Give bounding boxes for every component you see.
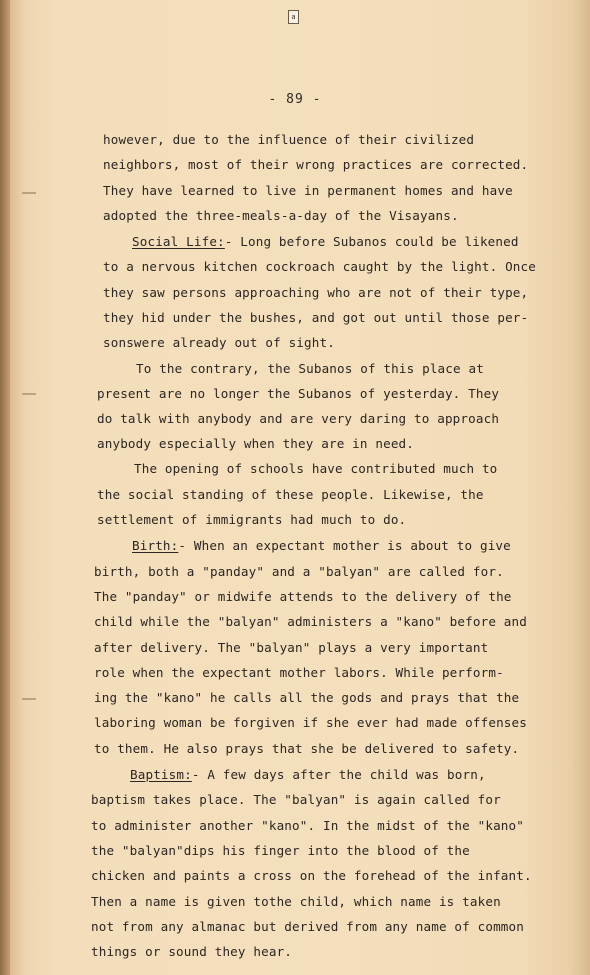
margin-mark <box>22 192 36 194</box>
text-line: child while the "balyan" administers a "kano" before and <box>94 614 527 629</box>
text-line: chicken and paints a cross on the forehead of the infant. <box>91 868 532 883</box>
text-line: sonswere already out of sight. <box>103 335 335 350</box>
social-life-line: Social Life:- Long before Subanos could be likened <box>132 234 519 249</box>
margin-mark <box>22 393 36 395</box>
baptism-line: Baptism:- A few days after the child was born, <box>130 767 486 782</box>
text-line: present are no longer the Subanos of yesterday. They <box>97 386 500 401</box>
section-heading-baptism: Baptism: <box>130 767 192 782</box>
text-line: laboring woman be forgiven if she ever had made offenses <box>94 715 527 730</box>
page-number: - 89 - <box>268 92 322 107</box>
text-line: do talk with anybody and are very daring to approach <box>97 411 500 426</box>
text-line: Then a name is given tothe child, which name is taken <box>91 894 501 909</box>
text-line: baptism takes place. The "balyan" is again called for <box>91 792 501 807</box>
text-line: to a nervous kitchen cockroach caught by the light. Once <box>103 259 536 274</box>
text-line: after delivery. The "balyan" plays a very important <box>94 640 489 655</box>
text-line: neighbors, most of their wrong practices are corrected. <box>103 157 529 172</box>
book-spine <box>0 0 10 975</box>
text-line: birth, both a "panday" and a "balyan" are called for. <box>94 564 504 579</box>
text-line: To the contrary, the Subanos of this place at <box>136 361 484 376</box>
text-line: things or sound they hear. <box>91 944 293 959</box>
text-line: The "panday" or midwife attends to the delivery of the <box>94 589 512 604</box>
text-line: to administer another "kano". In the midst of the "kano" <box>91 818 524 833</box>
text-line: the social standing of these people. Likewise, the <box>97 487 484 502</box>
birth-line: Birth:- When an expectant mother is about to give <box>132 538 511 553</box>
text-line: however, due to the influence of their civilized <box>103 132 475 147</box>
margin-mark <box>22 698 36 700</box>
text-line: They have learned to live in permanent homes and have <box>103 183 513 198</box>
text-line: they saw persons approaching who are not of their type, <box>103 285 529 300</box>
text-line: role when the expectant mother labors. While perform- <box>94 665 504 680</box>
text-line: The opening of schools have contributed much to <box>134 461 498 476</box>
text-line: settlement of immigrants had much to do. <box>97 512 407 527</box>
text-line: to them. He also prays that she be delivered to safety. <box>94 741 520 756</box>
text-line: not from any almanac but derived from any name of common <box>91 919 524 934</box>
text-line: the "balyan"dips his finger into the blood of the <box>91 843 470 858</box>
text-line: ing the "kano" he calls all the gods and prays that the <box>94 690 520 705</box>
page-tab: a <box>288 10 299 24</box>
section-heading-social-life: Social Life: <box>132 234 225 249</box>
text-line: anybody especially when they are in need. <box>97 436 415 451</box>
text-line: they hid under the bushes, and got out until those per- <box>103 310 529 325</box>
text-line: adopted the three-meals-a-day of the Visayans. <box>103 208 459 223</box>
section-heading-birth: Birth: <box>132 538 179 553</box>
